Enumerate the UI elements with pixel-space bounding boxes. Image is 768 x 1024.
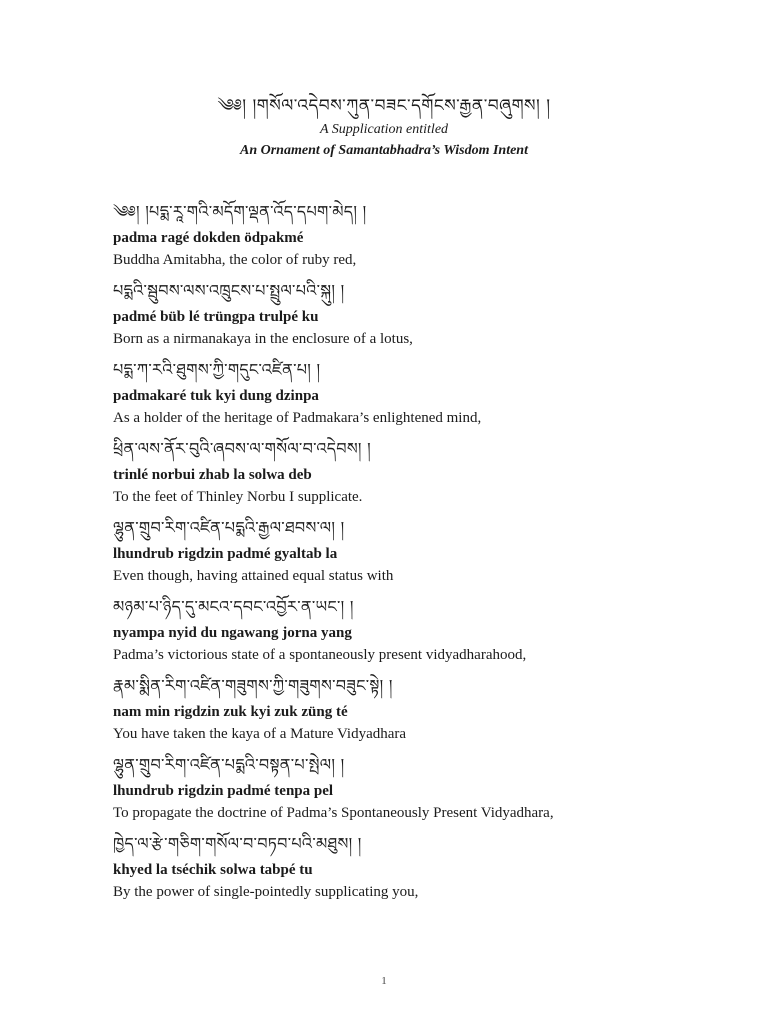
verse <box>113 197 713 276</box>
verse <box>113 750 713 829</box>
verse-transliteration: khyed la tséchik solwa tabpé tu <box>113 862 313 878</box>
verse-transliteration: trinlé norbui zhab la solwa deb <box>113 467 312 483</box>
document-header <box>0 92 768 162</box>
verse <box>113 355 713 434</box>
verse <box>113 434 713 513</box>
verse-english: To the feet of Thinley Norbu I supplicate. <box>113 489 363 505</box>
verse-tibetan: ཁྱེད་ལ་རྩེ་གཅིག་གསོལ་བ་བཏབ་པའི་མཐུས། ། <box>113 834 362 853</box>
verse-english: By the power of single-pointedly supplicating you, <box>113 884 419 900</box>
verse <box>113 592 713 671</box>
verse-list <box>113 197 713 908</box>
verse-english: Born as a nirmanakaya in the enclosure of a lotus, <box>113 331 413 347</box>
verse-english: To propagate the doctrine of Padma’s Spontaneously Present Vidyadhara, <box>113 805 554 821</box>
verse-transliteration: nyampa nyid du ngawang jorna yang <box>113 625 352 641</box>
verse-tibetan: པདྨ་ཀ་རའི་ཐུགས་ཀྱི་གདུང་འཛིན་པ། ། <box>113 360 321 379</box>
page-number: 1 <box>381 975 387 987</box>
verse <box>113 276 713 355</box>
verse-english: You have taken the kaya of a Mature Vidyadhara <box>113 726 407 742</box>
verse-english: As a holder of the heritage of Padmakara’s enlightened mind, <box>113 410 482 426</box>
verse-transliteration: lhundrub rigdzin padmé tenpa pel <box>113 783 334 799</box>
verse-transliteration: nam min rigdzin zuk kyi zuk züng té <box>113 704 348 720</box>
verse-english: Padma’s victorious state of a spontaneously present vidyadharahood, <box>113 647 527 663</box>
verse-tibetan: མཉམ་པ་ཉིད་དུ་མངའ་དབང་འབྱོར་ན་ཡང་། ། <box>113 597 354 616</box>
verse-transliteration: lhundrub rigdzin padmé gyaltab la <box>113 546 338 562</box>
verse-english: Even though, having attained equal status with <box>113 568 394 584</box>
verse <box>113 829 713 908</box>
verse-english: Buddha Amitabha, the color of ruby red, <box>113 252 357 268</box>
verse-tibetan: ཕྲིན་ལས་ནོར་བུའི་ཞབས་ལ་གསོལ་བ་འདེབས། ། <box>113 439 372 458</box>
verse-tibetan: པདྨའི་སྦུབས་ལས་འཁྲུངས་པ་སྤྲུལ་པའི་སྐུ། ། <box>113 281 345 300</box>
verse-tibetan: ༄༅། །པདྨ་རཱ་གའི་མདོག་ལྡན་འོད་དཔག་མེད། ། <box>113 202 367 221</box>
verse-tibetan: ལྷུན་གྲུབ་རིག་འཛིན་པདྨའི་རྒྱལ་ཐབས་ལ། ། <box>113 518 345 537</box>
verse <box>113 513 713 592</box>
verse-transliteration: padmakaré tuk kyi dung dzinpa <box>113 388 319 404</box>
verse-transliteration: padmé büb lé trüngpa trulpé ku <box>113 309 319 325</box>
subtitle-line-2: An Ornament of Samantabhadra’s Wisdom Intent <box>240 143 528 158</box>
verse-tibetan: ལྷུན་གྲུབ་རིག་འཛིན་པདྨའི་བསྟན་པ་སྤེལ། ། <box>113 755 345 774</box>
subtitle-line-1: A Supplication entitled <box>319 122 449 137</box>
tibetan-title: ༄༅། །གསོལ་འདེབས་ཀུན་བཟང་དགོངས་རྒྱན་བཞུགས། ། <box>217 96 551 116</box>
verse-tibetan: རྣམ་སྨིན་རིག་འཛིན་གཟུགས་ཀྱི་གཟུགས་བཟུང་སྟེ། ། <box>113 676 393 695</box>
verse <box>113 671 713 750</box>
verse-transliteration: padma ragé dokden ödpakmé <box>113 230 304 246</box>
